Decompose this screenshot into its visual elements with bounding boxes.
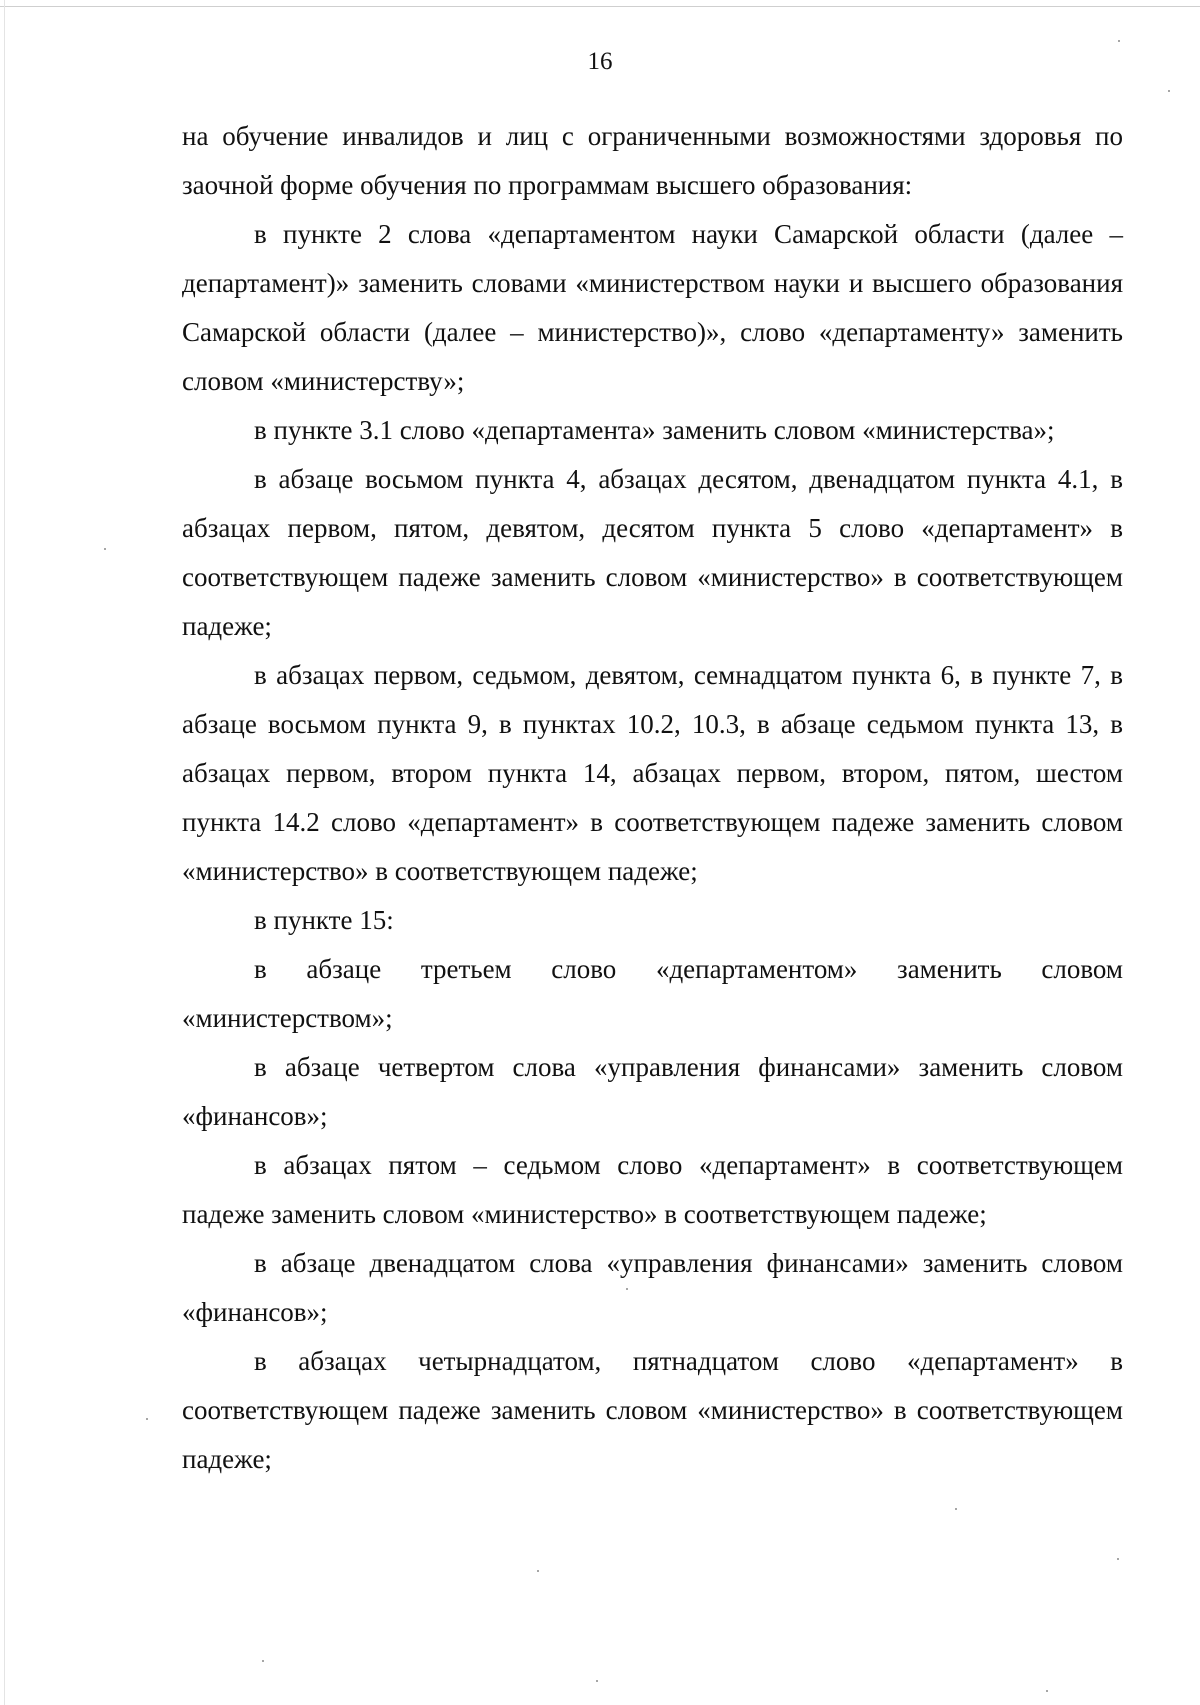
paragraph: на обучение инвалидов и лиц с ограниченными возможностями здоровья по заочной форме обучения по программам высшего образования: <box>182 121 1123 200</box>
scan-speck <box>104 548 106 550</box>
scan-speck <box>626 1288 628 1290</box>
scan-speck <box>262 1660 264 1662</box>
paragraph: в абзаце третьем слово «департаментом» заменить словом «министерством»; <box>182 954 1123 1033</box>
scan-edge-top <box>0 6 1200 7</box>
document-body <box>182 112 1123 1484</box>
scan-speck <box>955 1508 957 1510</box>
paragraph: в абзацах четырнадцатом, пятнадцатом слово «департамент» в соответствующем падеже заменить словом «министерство» в соответствующем падеже; <box>182 1346 1123 1474</box>
paragraph: в абзацах первом, седьмом, девятом, семнадцатом пункта 6, в пункте 7, в абзаце восьмом пункта 9, в пунктах 10.2, 10.3, в абзаце седьмом пункта 13, в абзацах первом, втором пункта 14, абзацах первом, втором, пятом, шестом пункта 14.2 слово «департамент» в соответствующем падеже заменить словом «министерство» в соответствующем падеже; <box>182 660 1123 886</box>
paragraph: в абзацах пятом – седьмом слово «департамент» в соответствующем падеже заменить словом «министерство» в соответствующем падеже; <box>182 1150 1123 1229</box>
scan-speck <box>1168 90 1170 92</box>
paragraph: в пункте 3.1 слово «департамента» заменить словом «министерства»; <box>254 415 1055 445</box>
page-number: 16 <box>587 48 613 75</box>
scan-speck <box>146 1418 148 1420</box>
scan-speck <box>1118 40 1120 42</box>
scan-speck <box>1117 1558 1119 1560</box>
paragraph: в абзаце четвертом слова «управления финансами» заменить словом «финансов»; <box>182 1052 1123 1131</box>
paragraph: в абзаце восьмом пункта 4, абзацах десятом, двенадцатом пункта 4.1, в абзацах первом, пятом, девятом, десятом пункта 5 слово «департамент» в соответствующем падеже заменить словом «министерство» в соответствующем падеже; <box>182 464 1123 641</box>
paragraph: в пункте 15: <box>254 905 394 935</box>
paragraph: в абзаце двенадцатом слова «управления финансами» заменить словом «финансов»; <box>182 1248 1123 1327</box>
scan-speck <box>537 1570 539 1572</box>
scan-speck <box>1046 1690 1048 1692</box>
paragraph: в пункте 2 слова «департаментом науки Самарской области (далее – департамент)» заменить словами «министерством науки и высшего образования Самарской области (далее – министерство)», слово «департаменту» заменить словом «министерству»; <box>182 219 1123 396</box>
scan-speck <box>596 1680 598 1682</box>
scan-edge-left <box>4 0 5 1705</box>
